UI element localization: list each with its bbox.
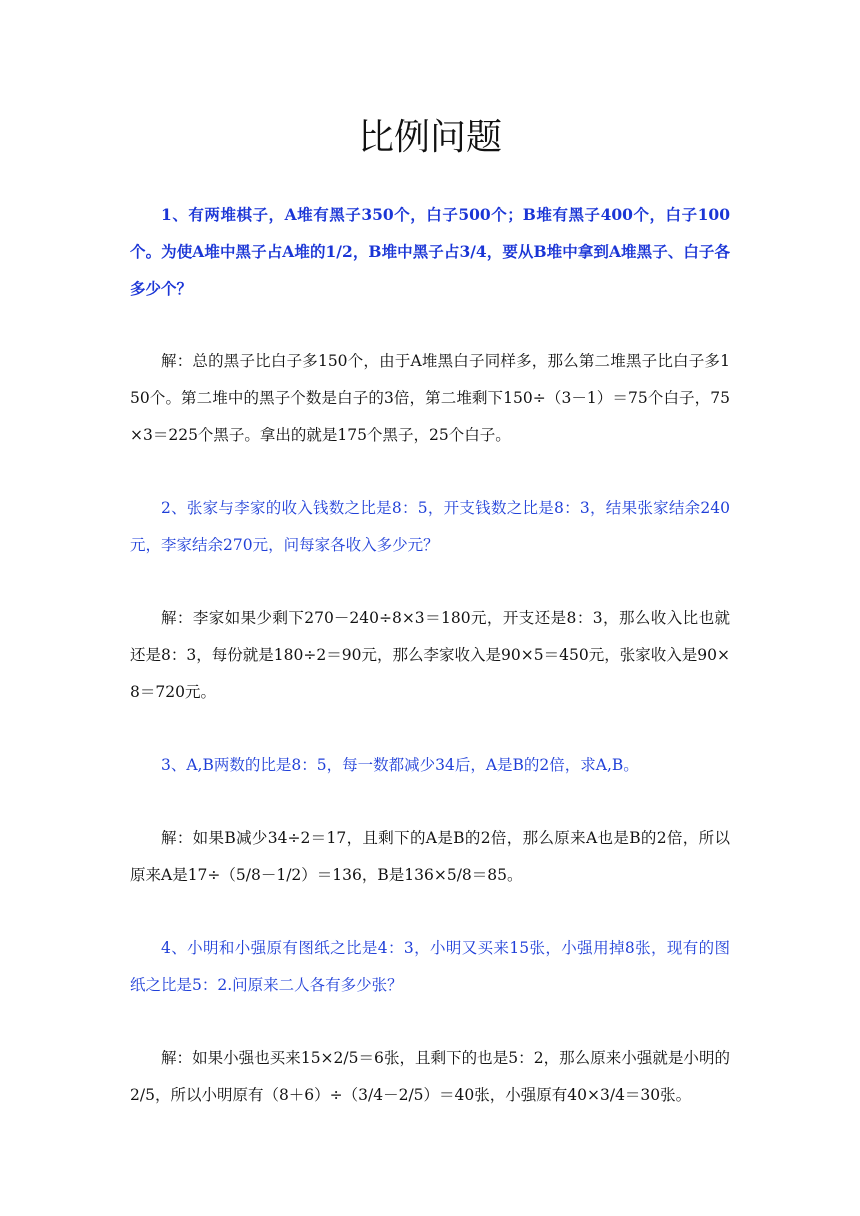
answer-1: 解：总的黑子比白子多150个，由于A堆黑白子同样多，那么第二堆黑子比白子多150个。第二堆中的黑子个数是白子的3倍，第二堆剩下150÷（3－1）＝75个白子，75×3＝225个黑子。拿出的就是175个黑子，25个白子。 (130, 352, 730, 444)
answer-2: 解：李家如果少剩下270－240÷8×3＝180元，开支还是8：3，那么收入比也就还是8：3，每份就是180÷2＝90元，那么李家收入是90×5＝450元，张家收入是90×8＝720元。 (130, 609, 730, 701)
question-1: 1、有两堆棋子，A堆有黑子350个，白子500个；B堆有黑子400个，白子100个。为使A堆中黑子占A堆的1/2，B堆中黑子占3/4，要从B堆中拿到A堆黑子、白子各多少个？ (130, 205, 730, 298)
question-2: 2、张家与李家的收入钱数之比是8：5，开支钱数之比是8：3，结果张家结余240元，李家结余270元，问每家各收入多少元？ (130, 499, 730, 554)
document-body (130, 196, 730, 1114)
answer-4: 解：如果小强也买来15×2/5＝6张，且剩下的也是5：2，那么原来小强就是小明的2/5，所以小明原有（8＋6）÷（3/4－2/5）＝40张，小强原有40×3/4＝30张。 (130, 1049, 730, 1104)
page-title: 比例问题 (357, 117, 502, 158)
question-3: 3、A,B两数的比是8：5，每一数都减少34后，A是B的2倍，求A,B。 (161, 756, 639, 774)
answer-3: 解：如果B减少34÷2＝17，且剩下的A是B的2倍，那么原来A也是B的2倍，所以原来A是17÷（5/8－1/2）＝136，B是136×5/8＝85。 (130, 829, 730, 884)
question-4: 4、小明和小强原有图纸之比是4：3，小明又买来15张，小强用掉8张，现有的图纸之比是5：2.问原来二人各有多少张？ (130, 939, 730, 994)
